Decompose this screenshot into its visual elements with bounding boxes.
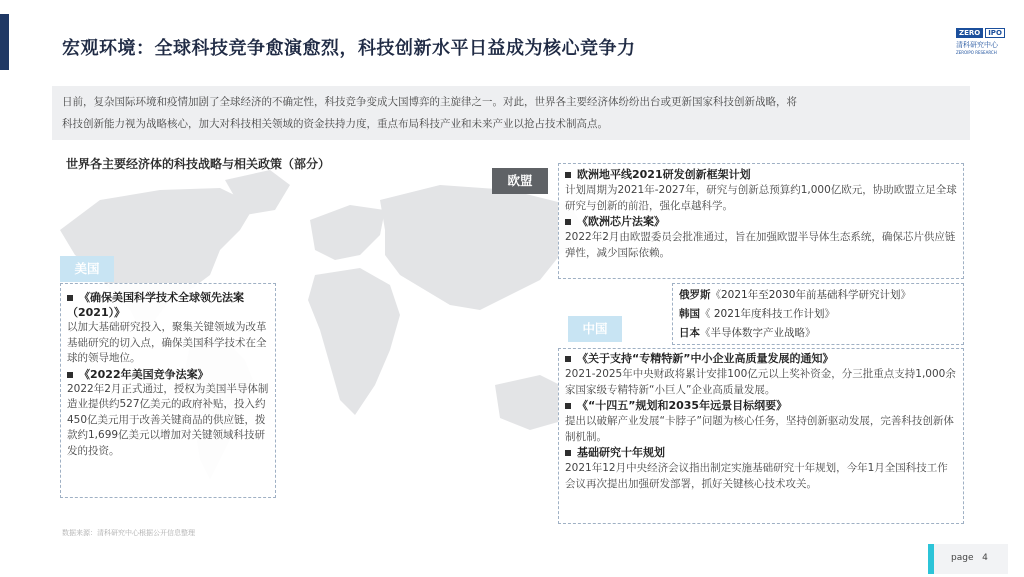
- intro-line-1: 日前，复杂国际环境和疫情加剧了全球经济的不确定性，科技竞争变成大国博弈的主旋律之一。对此，世界各主要经济体纷纷出台或更新国家科技创新战略，将: [62, 96, 797, 108]
- china-policy-2-title: 《“十四五”规划和2035年远景目标纲要》: [565, 398, 957, 414]
- brand-logo: [956, 28, 1008, 62]
- intro-line-2: 科技创新能力视为战略核心，加大对科技相关领域的资金扶持力度，重点布局科技产业和未来产业以抢占技术制高点。: [62, 118, 608, 130]
- accent-bar: [0, 14, 9, 70]
- china-policy-3-body: 2021年12月中央经济会议指出制定实施基础研究十年规划，今年1月全国科技工作会议再次提出加强研发部署，抓好关键核心技术攻关。: [565, 462, 948, 490]
- us-policy-1-title: 《确保美国科学技术全球领先法案（2021）》: [67, 291, 244, 319]
- bullet-icon: [565, 219, 571, 225]
- us-policy-box: [60, 283, 276, 498]
- africa-shape: [308, 268, 400, 415]
- asia-shape: [380, 185, 585, 310]
- eu-policy-1-body: 计划周期为2021年-2027年，研究与创新总预算约1,000亿欧元，协助欧盟立足全球研究与创新的前沿，强化卓越科学。: [565, 184, 957, 212]
- china-policy-3-title: 基础研究十年规划: [565, 445, 957, 461]
- eu-policy-box: [558, 163, 964, 279]
- russia-plan: 俄罗斯《2021年至2030年前基础科学研究计划》: [679, 289, 911, 301]
- us-policy-2-body: 2022年2月正式通过，授权为美国半导体制造业提供约527亿美元的政府补贴，投入约450亿美元用于改善关键商品的供应链，拨款约1,699亿美元以增加对关键领域科技研发的投资。: [67, 382, 269, 457]
- china-policy-2-body: 提出以破解产业发展“卡脖子”问题为核心任务，坚持创新驱动发展，完善科技创新体制机制。: [565, 415, 954, 443]
- page-number: page 4: [951, 553, 988, 563]
- data-source: 数据来源：清科研究中心根据公开信息整理: [62, 529, 195, 537]
- korea-plan: 韩国《 2021年度科技工作计划》: [679, 308, 836, 320]
- map-title: 世界各主要经济体的科技战略与相关政策（部分）: [66, 157, 331, 171]
- logo-sub: ZEROIPO RESEARCH: [956, 50, 997, 55]
- tag-china: 中国: [568, 316, 622, 342]
- page-accent: [928, 544, 934, 574]
- eu-policy-2-body: 2022年2月由欧盟委员会批准通过，旨在加强欧盟半导体生态系统，确保芯片供应链弹性，减少国际依赖。: [565, 231, 956, 259]
- bullet-icon: [565, 403, 571, 409]
- eu-policy-1-title: 欧洲地平线2021研发创新框架计划: [565, 167, 957, 183]
- bullet-icon: [565, 356, 571, 362]
- japan-plan: 日本《半导体数字产业战略》: [679, 327, 816, 339]
- us-policy-2-title: 《2022年美国竞争法案》: [67, 367, 269, 382]
- intro-paragraph: [52, 86, 970, 140]
- logo-ipo: IPO: [985, 28, 1005, 38]
- eu-policy-2-title: 《欧洲芯片法案》: [565, 214, 957, 230]
- tag-us: 美国: [60, 256, 114, 282]
- bullet-icon: [565, 450, 571, 456]
- bullet-icon: [565, 172, 571, 178]
- china-policy-1-title: 《关于支持“专精特新”中小企业高质量发展的通知》: [565, 351, 957, 367]
- page-title: 宏观环境：全球科技竞争愈演愈烈，科技创新水平日益成为核心竞争力: [62, 38, 636, 59]
- logo-name: 清科研究中心: [956, 41, 998, 49]
- bullet-icon: [67, 295, 73, 301]
- logo-brand: ZERO: [956, 28, 983, 38]
- tag-eu: 欧盟: [492, 168, 548, 194]
- us-policy-1-body: 以加大基础研究投入，聚集关键领域为改革基础研究的切入点，确保美国科学技术在全球的领导地位。: [67, 321, 267, 364]
- bullet-icon: [67, 372, 73, 378]
- europe-shape: [310, 205, 385, 260]
- china-policy-box: [558, 348, 964, 524]
- china-policy-1-body: 2021-2025年中央财政将累计安排100亿元以上奖补资金，分三批重点支持1,000余家国家级专精特新“小巨人”企业高质量发展。: [565, 368, 956, 396]
- other-countries-box: [672, 283, 964, 345]
